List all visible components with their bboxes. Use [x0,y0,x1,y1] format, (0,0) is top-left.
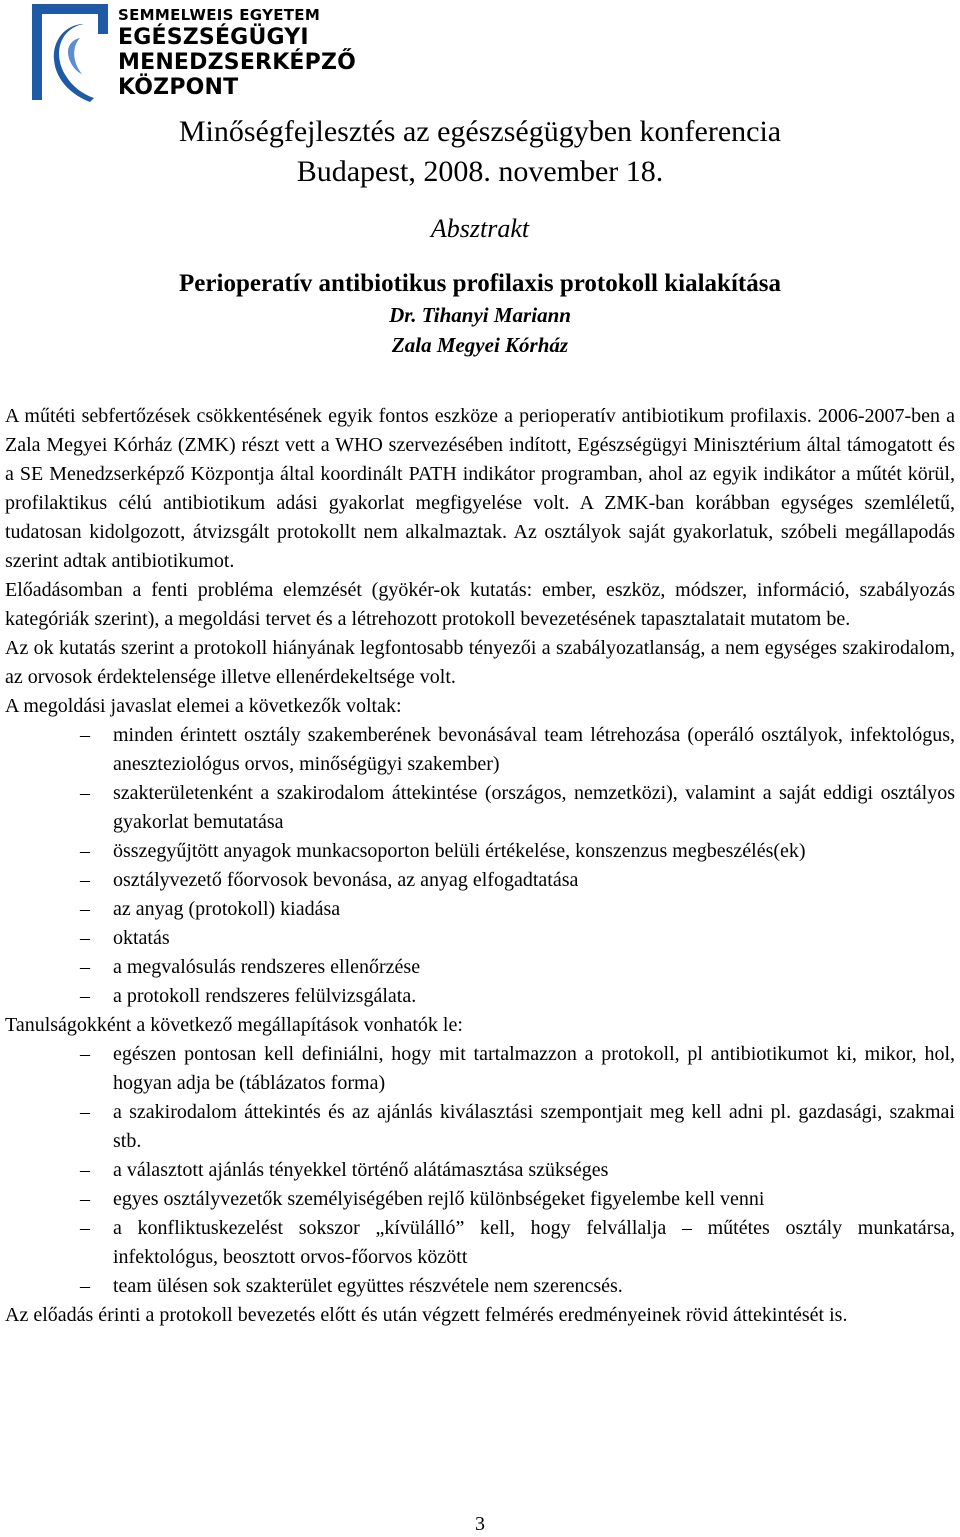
list-item: – összegyűjtött anyagok munkacsoporton belüli értékelése, konszenzus megbeszélés(ek) [5,837,955,866]
list-item: – minden érintett osztály szakemberének bevonásával team létrehozása (operáló osztályok, infektológus, aneszteziológus orvos, minőségügyi szakember) [5,721,955,779]
paragraph-intro: A műtéti sebfertőzések csökkentésének egyik fontos eszköze a perioperatív antibiotikum profilaxis. 2006-2007-ben a Zala Megyei Kórház (ZMK) részt vett a WHO szervezésében indított, Egészségügyi Minisztérium által támogatott és a SE Menedzserképző Központja által koordinált PATH indikátor programban, ahol az egyik indikátor a műtét körül, profilaktikus célú antibiotikum adási gyakorlat megfigyelése volt. A ZMK-ban korábban egységes szemléletű, tudatosan kidolgozott, átvizsgált protokollt nem alkalmaztak. Az osztályok saját gyakorlatuk, szóbeli megállapodás szerint adtak antibiotikumot. [5,405,955,572]
list-item: – osztályvezető főorvosok bevonása, az anyag elfogadtatása [5,866,955,895]
list-item: – a megvalósulás rendszeres ellenőrzése [5,953,955,982]
list-item: – a szakirodalom áttekintés és az ajánlás kiválasztási szempontjait meg kell adni pl. gazdasági, szakmai stb. [5,1098,955,1156]
list-item: – team ülésen sok szakterület együttes részvétele nem szerencsés. [5,1272,955,1301]
paragraph-root-cause: Az ok kutatás szerint a protokoll hiányának legfontosabb tényezői a szabályozatlanság, a nem egységes szakirodalom, az orvosok érdektelensége illetve ellenérdekeltsége volt. [5,637,955,688]
list-item: – a konfliktuskezelést sokszor „kívülálló” kell, hogy felvállalja – műtétes osztály munkatársa, infektológus, beosztott orvos-főorvos között [5,1214,955,1272]
talk-title: Perioperatív antibiotikus profilaxis protokoll kialakítása [179,270,781,297]
list-item: – a protokoll rendszeres felülvizsgálata. [5,982,955,1011]
list-item: – a választott ajánlás tényekkel történő alátámasztása szükséges [5,1156,955,1185]
list-item: – egyes osztályvezetők személyiségében rejlő különbségeket figyelembe kell venni [5,1185,955,1214]
page-number: 3 [475,1513,485,1535]
solution-list-intro: A megoldási javaslat elemei a következők voltak: [5,695,402,717]
document-header [0,112,960,360]
list-item: – az anyag (protokoll) kiadása [5,895,955,924]
logo-line-university: SEMMELWEIS EGYETEM [118,6,321,24]
semmelweis-logo [30,2,357,106]
logo-emblem-icon [30,2,110,102]
abstract-body [5,402,955,1330]
list-item: – egészen pontosan kell definiálni, hogy mit tartalmazzon a protokoll, pl antibiotikumot ki, mikor, hol, hogyan adja be (táblázatos forma) [5,1040,955,1098]
lessons-list-intro: Tanulságokként a következő megállapítások vonhatók le: [5,1014,463,1036]
paragraph-closing: Az előadás érinti a protokoll bevezetés előtt és után végzett felmérés eredményeinek rövid áttekintését is. [5,1304,848,1326]
paragraph-presentation: Előadásomban a fenti probléma elemzését (gyökér-ok kutatás: ember, eszköz, módszer, információ, szabályozás kategóriák szerint), a megoldási tervet és a létrehozott protokoll bevezetésének tapasztalatait mutatom be. [5,579,955,630]
conference-title: Minőségfejlesztés az egészségügyben konferencia [178,115,782,148]
logo-line-2: MENEDZSERKÉPZŐ [118,50,357,75]
lessons-list [5,1040,955,1301]
list-item: – szakterületenként a szakirodalom áttekintése (országos, nemzetközi), valamint a saját eddigi osztályos gyakorlat bemutatása [5,779,955,837]
author-name: Dr. Tihanyi Mariann [389,303,571,327]
logo-wordmark [118,6,356,100]
list-item: – oktatás [5,924,955,953]
author-institution: Zala Megyei Kórház [391,333,569,357]
conference-place-date: Budapest, 2008. november 18. [296,155,664,188]
abstract-label: Absztrakt [430,214,530,243]
logo-line-1: EGÉSZSÉGÜGYI [118,25,309,50]
logo-line-3: KÖZPONT [118,75,239,100]
solution-list [5,721,955,1011]
